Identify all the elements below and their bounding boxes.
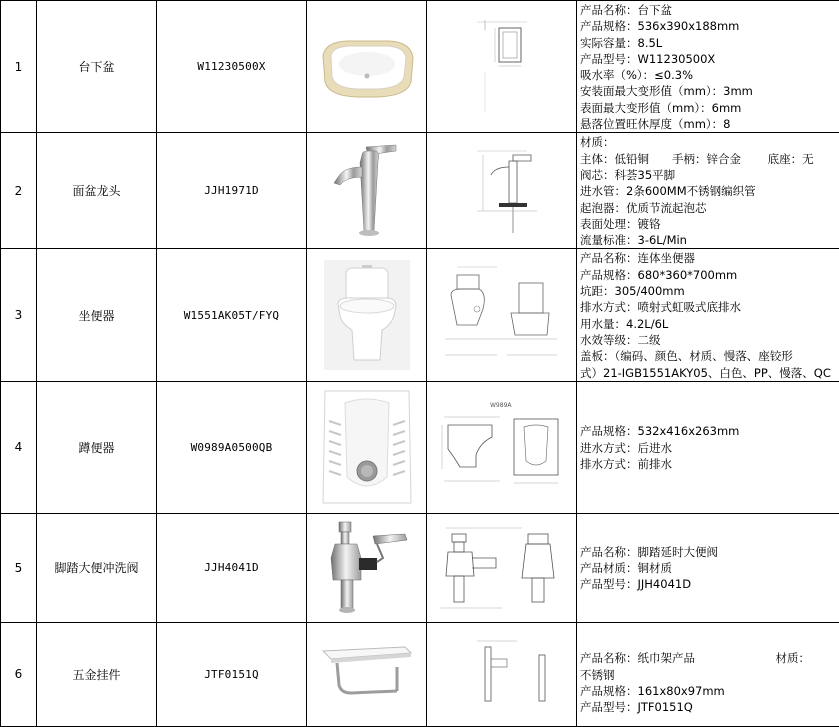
desc-line: 安装面最大变形值（mm）：3mm [580,83,839,99]
toilet-technical-drawing[interactable] [427,249,577,381]
desc-line: 水效等级：二级 [580,332,839,348]
product-code: W1551AK05T/FYQ [157,249,307,381]
desc-line: 主体：低铅铜 手柄：锌合金 底座：无 [580,151,839,167]
desc-line: 产品名称：台下盆 [580,2,839,18]
desc-line: 产品型号：JTF0151Q [580,699,839,715]
row-index: 4 [1,381,37,513]
product-code: W11230500X [157,1,307,133]
faucet-technical-drawing[interactable] [427,133,577,249]
paper-holder-technical-drawing[interactable] [427,622,577,726]
product-name: 面盆龙头 [37,133,157,249]
desc-line: 起泡器：优质节流起泡芯 [580,200,839,216]
desc-line: 产品名称：纸巾架产品 材质： [580,650,839,666]
table-row[interactable] [1,249,839,381]
desc-line: 产品型号：JJH4041D [580,576,718,592]
desc-line: 吸水率（%）：≤0.3% [580,67,839,83]
product-description [577,381,839,513]
flush-valve-technical-drawing[interactable] [427,513,577,622]
product-description [577,513,839,622]
desc-line: 排水方式：喷射式虹吸式底排水 [580,299,839,315]
product-name: 五金挂件 [37,622,157,726]
desc-line: 坑距：305/400mm [580,283,839,299]
basin-faucet-photo[interactable] [307,133,427,249]
toilet-paper-holder-photo[interactable] [307,622,427,726]
table-row[interactable] [1,1,839,133]
table-row[interactable] [1,133,839,249]
product-description [577,133,839,249]
desc-line: 产品规格：536x390x188mm [580,18,839,34]
product-description [577,1,839,133]
desc-line: 实际容量：8.5L [580,35,839,51]
desc-line: 盖板：（编码、颜色、材质、慢落、座铰形 [580,348,839,364]
desc-line: 流量标准：3-6L/Min [580,232,839,248]
row-index: 1 [1,1,37,133]
desc-line: 产品规格：532x416x263mm [580,423,739,439]
product-description [577,249,839,381]
row-index: 5 [1,513,37,622]
product-code: JJH1971D [157,133,307,249]
desc-line: 进水方式：后进水 [580,440,739,456]
squat-toilet-photo[interactable] [307,381,427,513]
product-name: 台下盆 [37,1,157,133]
basin-technical-drawing[interactable] [427,1,577,133]
desc-line: 产品名称：连体坐便器 [580,250,839,266]
desc-line: 材质： [580,134,839,150]
desc-line: 表面最大变形值（mm）：6mm [580,100,839,116]
product-code: JJH4041D [157,513,307,622]
desc-line: 产品材质：铜材质 [580,560,718,576]
desc-line: 式）21-IGB1551AKY05、白色、PP、慢落、QC [580,365,839,381]
row-index: 3 [1,249,37,381]
drawing-label: W989A [490,402,512,409]
toilet-photo[interactable] [307,249,427,381]
desc-line: 悬落位置旺休厚度（mm）：8 [580,116,839,132]
product-code: JTF0151Q [157,622,307,726]
undermount-basin-photo[interactable] [307,1,427,133]
product-name: 蹲便器 [37,381,157,513]
product-name: 坐便器 [37,249,157,381]
desc-line: 阀芯：科荟35平脚 [580,167,839,183]
table-row[interactable] [1,513,839,622]
squat-toilet-technical-drawing[interactable] [427,381,577,513]
desc-line: 产品名称：脚踏延时大便阀 [580,544,718,560]
row-index: 2 [1,133,37,249]
row-index: 6 [1,622,37,726]
desc-line: 排水方式：前排水 [580,456,739,472]
desc-line: 用水量：4.2L/6L [580,316,839,332]
desc-line: 表面处理：镀铬 [580,216,839,232]
desc-line: 进水管：2条600MM不锈钢编织管 [580,183,839,199]
desc-line: 产品规格：161x80x97mm [580,683,839,699]
product-name: 脚踏大便冲洗阀 [37,513,157,622]
product-code: W0989A0500QB [157,381,307,513]
desc-line: 不锈钢 [580,667,839,683]
table-row[interactable] [1,622,839,726]
table-row[interactable] [1,381,839,513]
desc-line: 产品规格：680*360*700mm [580,267,839,283]
product-description [577,622,839,726]
desc-line: 产品型号：W11230500X [580,51,839,67]
foot-pedal-flush-valve-photo[interactable] [307,513,427,622]
